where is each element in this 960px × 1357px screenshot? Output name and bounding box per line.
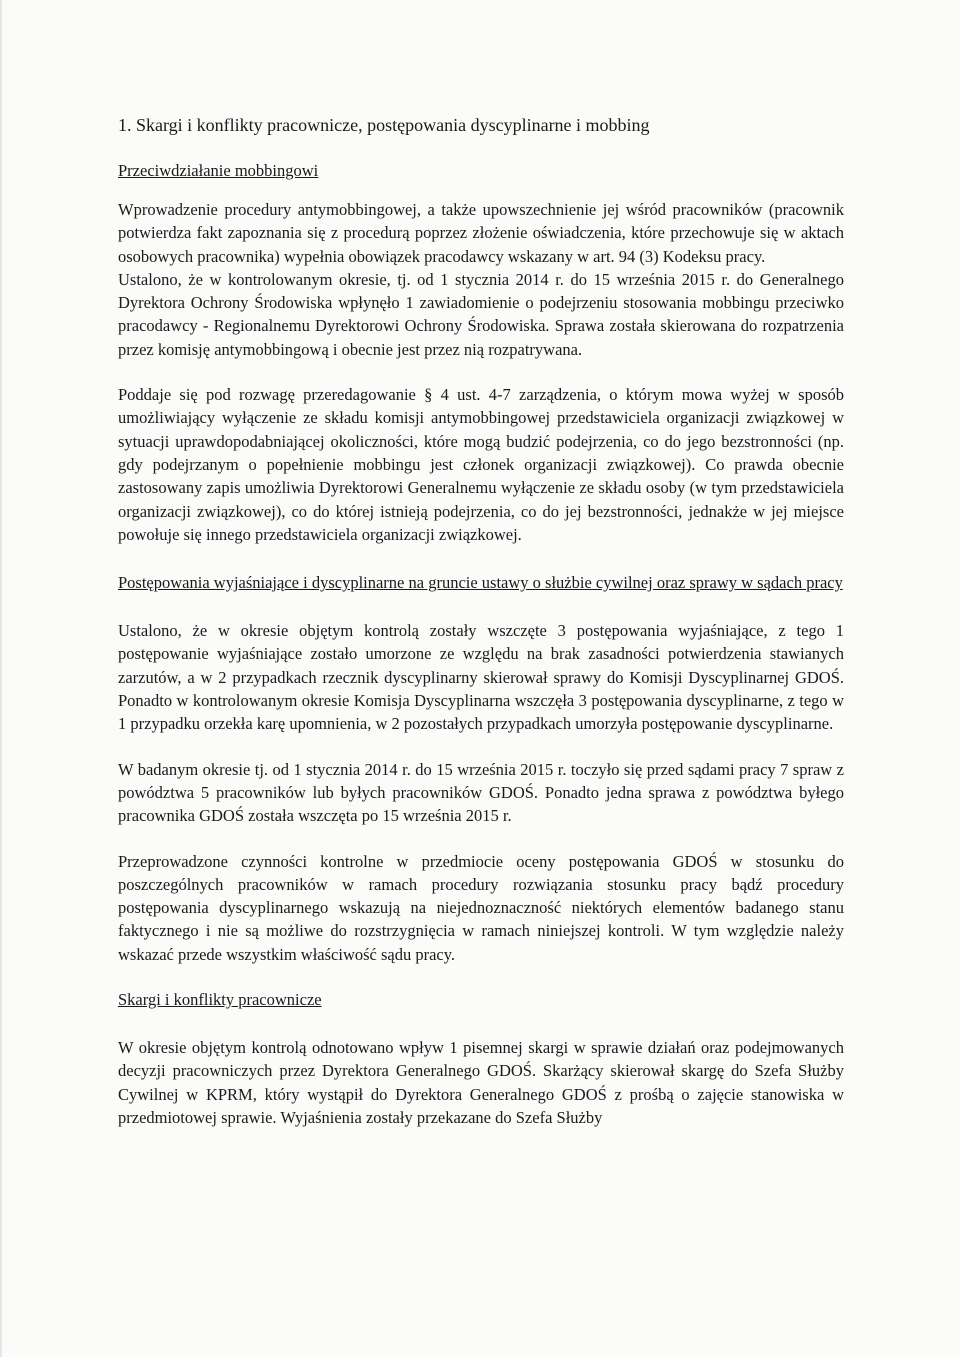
paragraph: Wprowadzenie procedury antymobbingowej, a także upowszechnienie jej wśród pracowników (pracownik potwierdza fakt zapoznania się z procedurą poprzez złożenie oświadczenia, które przechowuje się w aktach osobowych pracownika) wypełnia obowiązek pracodawcy wskazany w art. 94 (3) Kodeksu pracy. <box>118 200 844 266</box>
section-heading-disciplinary: Postępowania wyjaśniające i dyscyplinarne na gruncie ustawy o służbie cywilnej oraz sprawy w sądach pracy <box>118 573 843 593</box>
section-heading-mobbing: Przeciwdziałanie mobbingowi <box>118 161 319 180</box>
document-title: 1. Skargi i konflikty pracownicze, postępowania dyscyplinarne i mobbing <box>118 115 650 135</box>
paragraph: Przeprowadzone czynności kontrolne w przedmiocie oceny postępowania GDOŚ w stosunku do poszczególnych pracowników w ramach procedury rozwiązania stosunku pracy bądź procedury postępowania dyscyplinarnego wskazują na niejednoznaczność niektórych elementów badanego stanu faktycznego i nie są możliwe do rozstrzygnięcia w ramach niniejszej kontroli. W tym względzie należy wskazać przede wszystkim właściwość sądu pracy. <box>118 851 844 964</box>
paragraph: Ustalono, że w kontrolowanym okresie, tj. od 1 stycznia 2014 r. do 15 września 2015 r. do Generalnego Dyrektora Ochrony Środowiska wpłynęło 1 zawiadomienie o podejrzeniu stosowania mobbingu przeciwko pracodawcy - Regionalnemu Dyrektorowi Ochrony Środowiska. Sprawa została skierowana do rozpatrzenia przez komisję antymobbingową i obecnie jest przez nią rozpatrywana. <box>118 269 844 359</box>
document-content <box>118 111 844 1129</box>
section-heading-complaints: Skargi i konflikty pracownicze <box>118 990 322 1010</box>
paragraph: Ustalono, że w okresie objętym kontrolą zostały wszczęte 3 postępowania wyjaśniające, z tego 1 postępowanie wyjaśniające zostało umorzone ze względu na brak zasadności potwierdzenia stawianych zarzutów, a w 2 przypadkach rzecznik dyscyplinarny skierował sprawy do Komisji Dyscyplinarnej GDOŚ. Ponadto w kontrolowanym okresie Komisja Dyscyplinarna wszczęła 3 postępowania dyscyplinarne, z tego w 1 przypadku orzekła karę upomnienia, w 2 pozostałych przypadkach umorzyła postępowanie dyscyplinarne. <box>118 621 844 734</box>
paragraph: W okresie objętym kontrolą odnotowano wpływ 1 pisemnej skargi w sprawie działań oraz podejmowanych decyzji pracowniczych przez Dyrektora Generalnego GDOŚ. Skarżący skierował skargę do Szefa Służby Cywilnej w KPRM, który wystąpił do Dyrektora Generalnego GDOŚ z prośbą o zajęcie stanowiska w przedmiotowej sprawie. Wyjaśnienia zostały przekazane do Szefa Służby <box>118 1038 844 1127</box>
paragraph: W badanym okresie tj. od 1 stycznia 2014 r. do 15 września 2015 r. toczyło się przed sądami pracy 7 spraw z powództwa 5 pracowników lub byłych pracowników GDOŚ. Ponadto jedna sprawa z powództwa byłego pracownika GDOŚ została wszczęta po 15 września 2015 r. <box>118 759 844 826</box>
paragraph: Poddaje się pod rozwagę przeredagowanie § 4 ust. 4-7 zarządzenia, o którym mowa wyżej w sposób umożliwiający wyłączenie ze składu komisji antymobbingowej przedstawiciela organizacji związkowej w sytuacji uprawdopodabniającej okoliczności, które mogą budzić podejrzenia, co do jego bezstronności (np. gdy podejrzanym o popełnienie mobbingu jest członek organizacji związkowej). Co prawda obecnie zastosowany zapis umożliwia Dyrektorowi Generalnemu wyłączenie ze składu osoby (w tym przedstawiciela organizacji związkowej), co do której istnieją podejrzenia, co do jej bezstronności, jednakże w jej miejsce powołuje się innego przedstawiciela organizacji związkowej. <box>118 385 844 544</box>
